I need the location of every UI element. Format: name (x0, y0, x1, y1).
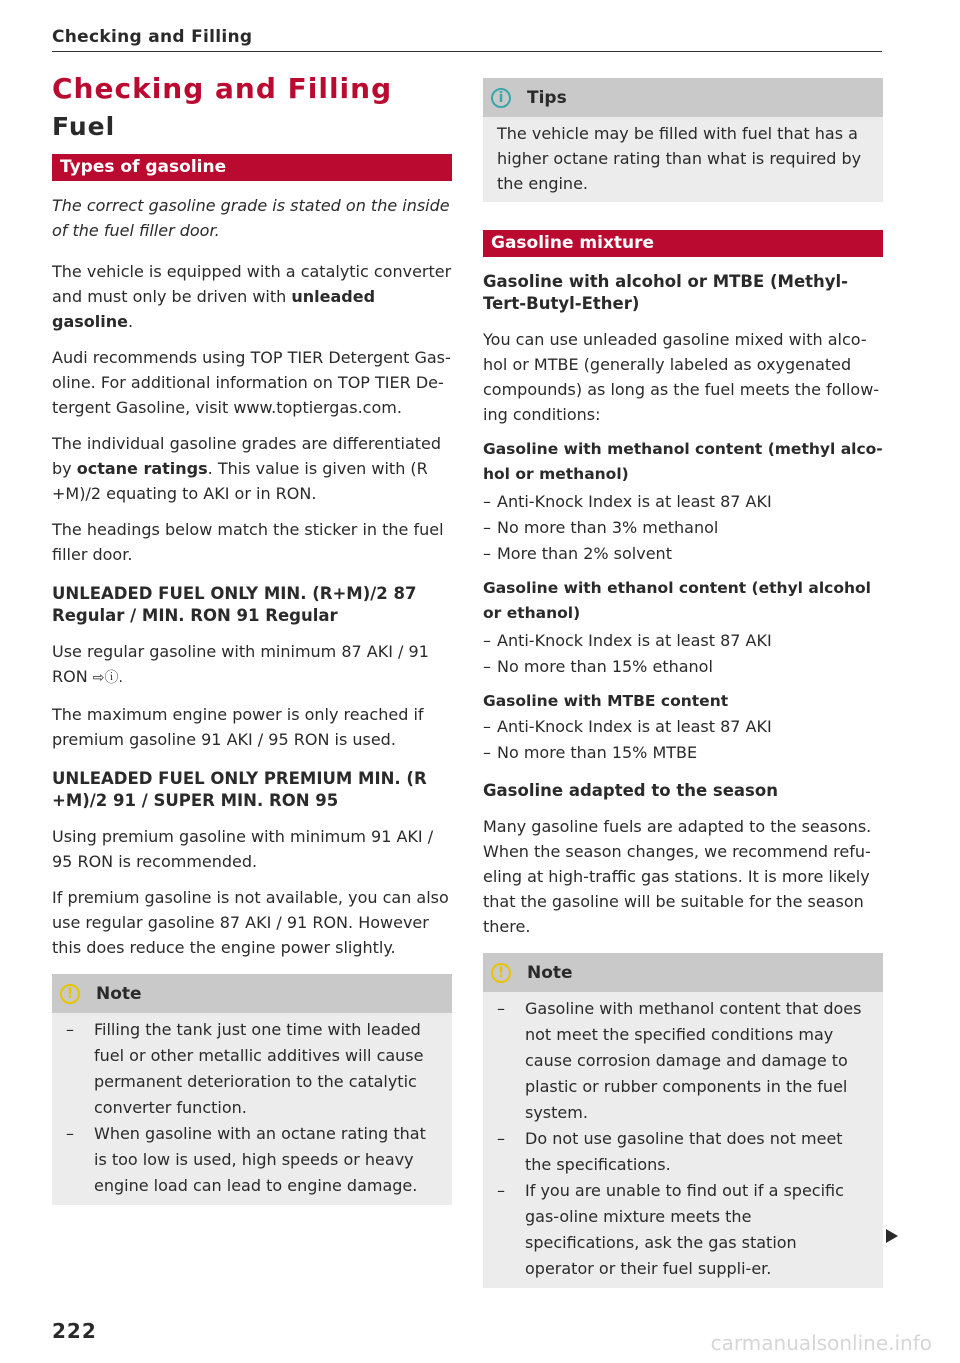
paragraph-season: Many gasoline fuels are adapted to the seasons. When the season changes, we recommend refu-eling at high-traffic gas stations. It is more likely that the gasoline will be suitable for the season there. (483, 817, 872, 936)
note-item: – Gasoline with methanol content that does not meet the specified conditions may cause corrosion damage and damage to plastic or rubber components in the fuel system. (497, 996, 869, 1126)
heading-alcohol-mtbe: Gasoline with alcohol or MTBE (Methyl-Tert-Butyl-Ether) (483, 272, 849, 313)
list-item: – Anti-Knock Index is at least 87 AKI (483, 714, 883, 740)
tips-text: The vehicle may be filled with fuel that has a higher octane rating than what is required by the engine. (497, 124, 862, 193)
paragraph-regular: Use regular gasoline with minimum 87 AKI / 91 RON ⇨ⓘ. (52, 642, 429, 686)
left-column (52, 72, 452, 1205)
tips-title: Tips (527, 87, 567, 108)
list-item: – No more than 15% MTBE (483, 740, 883, 766)
paragraph-maxpower: The maximum engine power is only reached if premium gasoline 91 AKI / 95 RON is used. (52, 705, 424, 749)
right-column (483, 78, 883, 1288)
note-box-right (483, 953, 883, 1288)
list-item: – No more than 15% ethanol (483, 654, 883, 680)
page-number: 222 (52, 1319, 97, 1343)
note-item: – If you are unable to find out if a specific gas-oline mixture meets the specifications, ask the gas station operator or their fuel suppli-er. (497, 1178, 869, 1282)
paragraph-toptier: Audi recommends using TOP TIER Detergent Gas-oline. For additional information on TOP TIER De-tergent Gasoline, visit www.toptiergas.com. (52, 348, 451, 417)
note-item: – Do not use gasoline that does not meet the specifications. (497, 1126, 869, 1178)
running-header: Checking and Filling (52, 27, 253, 47)
list-item: – Anti-Knock Index is at least 87 AKI (483, 489, 883, 515)
list-item: – No more than 3% methanol (483, 515, 883, 541)
paragraph-catalytic: The vehicle is equipped with a catalytic converter and must only be driven with unleaded gasoline. (52, 262, 452, 331)
paragraph-mixture: You can use unleaded gasoline mixed with alco-hol or MTBE (generally labeled as oxygenated compounds) as long as the fuel meets the follow-ing conditions: (483, 330, 880, 424)
note-header (52, 974, 452, 1013)
paragraph-headings: The headings below match the sticker in the fuel filler door. (52, 520, 444, 564)
continue-arrow-icon (886, 1229, 898, 1243)
intro-text: The correct gasoline grade is stated on the inside of the fuel filler door. (52, 196, 450, 240)
tips-box (483, 78, 883, 202)
note-header (483, 953, 883, 992)
note-item: – When gasoline with an octane rating that is too low is used, high speeds or heavy engine load can lead to engine damage. (66, 1121, 438, 1199)
paragraph-premium: Using premium gasoline with minimum 91 AKI / 95 RON is recommended. (52, 827, 434, 871)
list-item: – More than 2% solvent (483, 541, 883, 567)
note-box-left (52, 974, 452, 1205)
warning-reference-icon: ⇨ⓘ. (92, 670, 123, 686)
watermark-site: carmanualsonline.info (710, 1331, 932, 1355)
note-item: – Filling the tank just one time with leaded fuel or other metallic additives will cause permanent deterioration to the catalytic converter function. (66, 1017, 438, 1121)
paragraph-grades: The individual gasoline grades are differentiated by octane ratings. This value is given with (R +M)/2 equating to AKI or in RON. (52, 434, 442, 503)
info-icon: i (491, 88, 511, 108)
section-bar-mixture: Gasoline mixture (483, 230, 883, 257)
note-title: Note (96, 983, 142, 1004)
list-item: – Anti-Knock Index is at least 87 AKI (483, 628, 883, 654)
heading-regular: UNLEADED FUEL ONLY MIN. (R+M)/2 87 Regular / MIN. RON 91 Regular (52, 584, 417, 625)
heading-mtbe: Gasoline with MTBE content (483, 692, 729, 710)
paragraph-premium-alt: If premium gasoline is not available, you can also use regular gasoline 87 AKI / 91 RON. However this does reduce the engine power slightly. (52, 888, 449, 957)
heading-methanol: Gasoline with methanol content (methyl alco-hol or methanol) (483, 440, 883, 483)
page-subtitle: Fuel (52, 112, 116, 141)
note-title: Note (527, 962, 573, 983)
page-title: Checking and Filling (52, 72, 393, 105)
tips-header (483, 78, 883, 117)
section-bar-types: Types of gasoline (52, 154, 452, 181)
heading-premium: UNLEADED FUEL ONLY PREMIUM MIN. (R +M)/2 91 / SUPER MIN. RON 95 (52, 769, 427, 810)
heading-season: Gasoline adapted to the season (483, 781, 778, 800)
heading-ethanol: Gasoline with ethanol content (ethyl alcohol or ethanol) (483, 579, 871, 622)
header-rule (52, 51, 882, 52)
warning-icon: ! (491, 963, 511, 983)
warning-icon: ! (60, 984, 80, 1004)
